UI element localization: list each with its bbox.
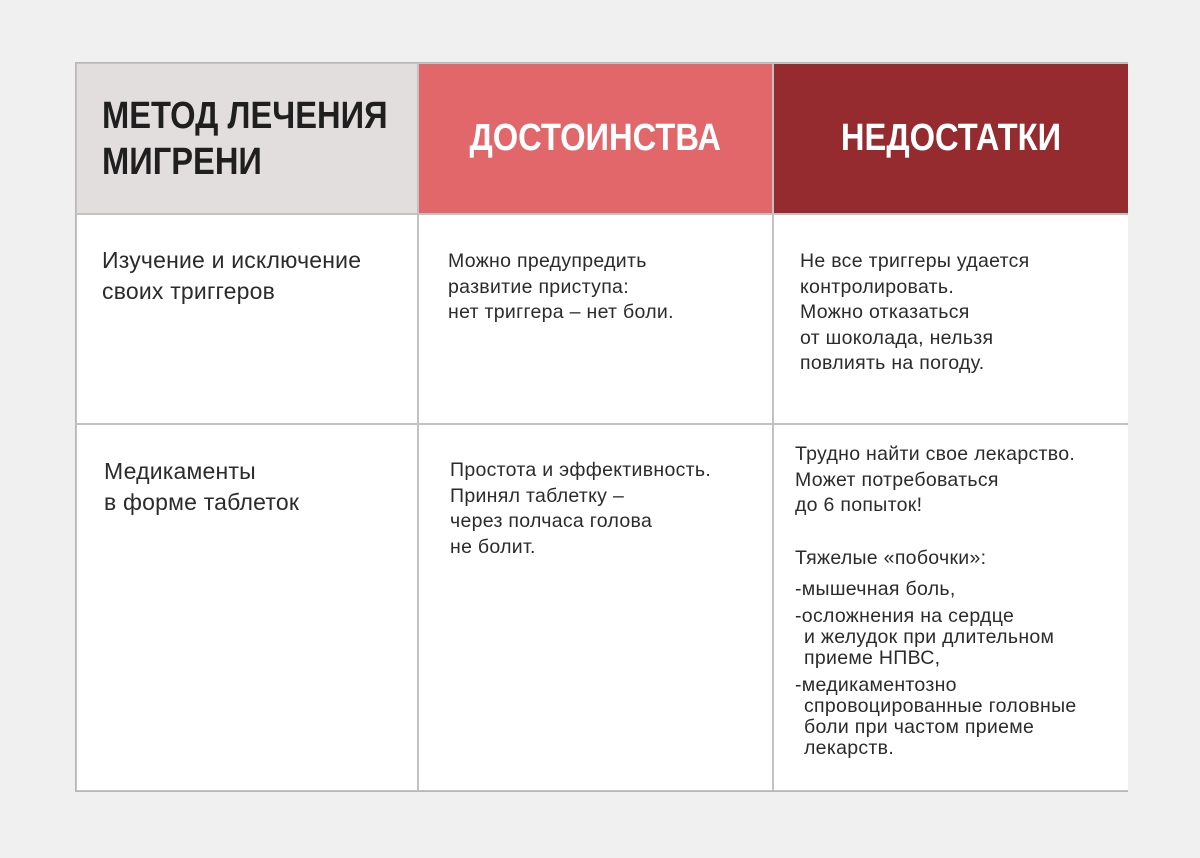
row2-cons-cell [774,425,1128,790]
header-pros-label: ДОСТОИНСТВА [469,117,722,159]
row1-cons-cell [774,215,1128,423]
row2-method-cell [77,425,417,790]
header-method [77,64,417,213]
row1-method-line: Изучение и исключение [102,247,362,273]
row1-cons-text [800,249,1030,377]
side-effect-item [795,675,1077,759]
row2-cons-line: до 6 попыток! [795,494,923,516]
row2-method-line: в форме таблеток [104,489,300,515]
row2-pros-text [450,458,711,560]
row2-pros-line: Простота и эффективность. [450,459,712,481]
side-effects-list [795,579,1077,759]
row1-pros-line: нет триггера – нет боли. [448,301,674,323]
migraine-treatment-table [76,63,1127,791]
row2-cons-line: Трудно найти свое лекарство. [795,443,1076,465]
header-method-line2: МИГРЕНИ [102,140,262,183]
row2-cons-line: Может потребоваться [795,468,999,491]
row1-method-line: своих триггеров [102,278,276,304]
side-effect-line: боли при частом приеме [804,716,1035,738]
side-effect-line: лекарств. [804,737,895,759]
side-effect-line: и желудок при длительном [804,626,1055,648]
row2-cons-intro [795,442,1075,519]
side-effect-line: -осложнения на сердце [795,605,1015,627]
header-cons [774,64,1128,213]
side-effect-item [795,579,1077,600]
header-method-line1: МЕТОД ЛЕЧЕНИЯ [102,94,388,137]
row1-method-cell [77,215,417,423]
row2-pros-line: не болит. [450,535,536,558]
header-cons-label: НЕДОСТАТКИ [840,117,1062,159]
row2-pros-cell [419,425,772,790]
row1-method-text [102,245,361,307]
side-effect-line: спровоцированные головные [804,695,1077,717]
side-effect-item [795,606,1077,669]
row1-cons-line: контролировать. [800,275,955,298]
row1-cons-line: от шоколада, нельзя [800,326,994,349]
header-pros [419,64,772,213]
row1-cons-line: Можно отказаться [800,301,970,323]
side-effect-line: -медикаментозно [795,674,957,696]
side-effect-line: -мышечная боль, [795,578,956,600]
row1-cons-line: Не все триггеры удается [800,250,1030,272]
row1-pros-line: развитие приступа: [448,275,629,298]
row2-pros-line: Принял таблетку – [450,484,625,507]
row2-method-text [104,456,299,518]
row2-method-line: Медикаменты [104,458,256,484]
row1-cons-line: повлиять на погоду. [800,352,985,374]
side-effect-line: приеме НПВС, [804,647,941,669]
side-effects-title: Тяжелые «побочки»: [795,547,987,569]
row2-pros-line: через полчаса голова [450,510,653,532]
row1-pros-text [448,249,674,326]
row1-pros-line: Можно предупредить [448,250,647,272]
row1-pros-cell [419,215,772,423]
